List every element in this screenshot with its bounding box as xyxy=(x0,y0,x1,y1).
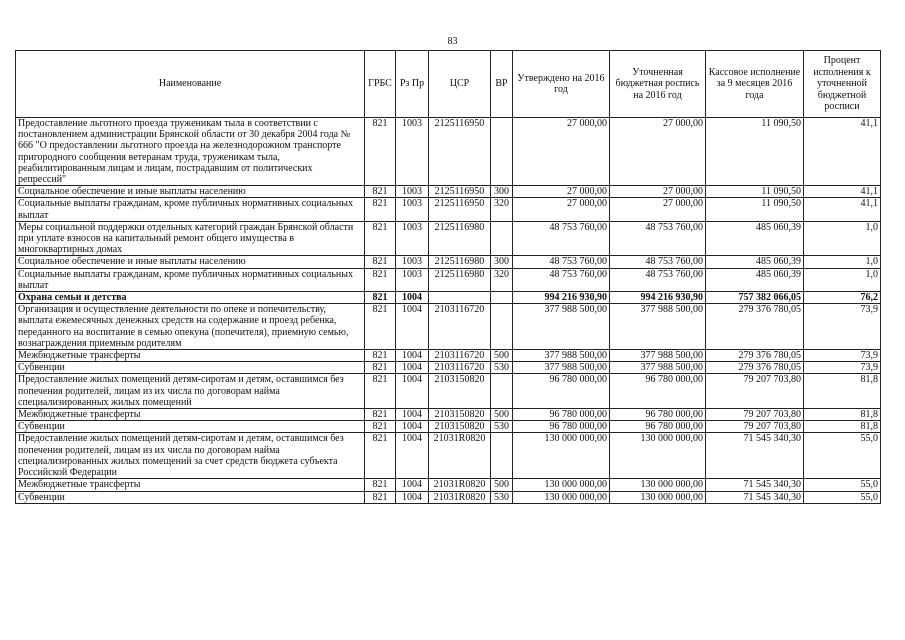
cell-percent: 73,9 xyxy=(804,304,881,350)
header-name: Наименование xyxy=(16,51,365,118)
cell-csr: 21031R0820 xyxy=(429,479,491,491)
cell-approved: 27 000,00 xyxy=(513,186,610,198)
cell-specified: 48 753 760,00 xyxy=(610,256,706,268)
cell-vr: 300 xyxy=(491,256,513,268)
cell-percent: 76,2 xyxy=(804,292,881,304)
cell-vr: 300 xyxy=(491,186,513,198)
cell-percent: 41,1 xyxy=(804,198,881,221)
cell-name: Межбюджетные трансферты xyxy=(16,479,365,491)
cell-rzpr: 1004 xyxy=(396,421,429,433)
cell-rzpr: 1003 xyxy=(396,221,429,256)
cell-vr xyxy=(491,292,513,304)
cell-csr: 2103116720 xyxy=(429,362,491,374)
cell-grbs: 821 xyxy=(365,350,396,362)
header-grbs: ГРБС xyxy=(365,51,396,118)
table-row xyxy=(16,256,881,268)
cell-csr: 2125116980 xyxy=(429,268,491,291)
cell-grbs: 821 xyxy=(365,491,396,503)
table-row xyxy=(16,221,881,256)
cell-vr: 530 xyxy=(491,491,513,503)
cell-vr: 500 xyxy=(491,350,513,362)
cell-name: Социальные выплаты гражданам, кроме публичных нормативных социальных выплат xyxy=(16,268,365,291)
table-row xyxy=(16,374,881,409)
cell-name: Социальное обеспечение и иные выплаты населению xyxy=(16,256,365,268)
table-row xyxy=(16,421,881,433)
cell-approved: 48 753 760,00 xyxy=(513,221,610,256)
page-number: 83 xyxy=(447,36,458,47)
cell-grbs: 821 xyxy=(365,256,396,268)
cell-cash: 11 090,50 xyxy=(706,118,804,186)
cell-cash: 485 060,39 xyxy=(706,256,804,268)
cell-rzpr: 1003 xyxy=(396,198,429,221)
table-row xyxy=(16,409,881,421)
cell-name: Организация и осуществление деятельности по опеке и попечительству, выплата ежемесячных денежных средств на содержание и проезд ребенка, переданного на воспитание в семью опекуна (попечителя), приемную семью, вознаграждения приемным родителям xyxy=(16,304,365,350)
cell-cash: 279 376 780,05 xyxy=(706,350,804,362)
cell-rzpr: 1004 xyxy=(396,362,429,374)
cell-cash: 757 382 066,05 xyxy=(706,292,804,304)
cell-percent: 55,0 xyxy=(804,433,881,479)
cell-specified: 377 988 500,00 xyxy=(610,362,706,374)
cell-cash: 79 207 703,80 xyxy=(706,374,804,409)
cell-csr: 2125116950 xyxy=(429,118,491,186)
cell-rzpr: 1004 xyxy=(396,433,429,479)
cell-approved: 48 753 760,00 xyxy=(513,268,610,291)
cell-percent: 1,0 xyxy=(804,221,881,256)
cell-csr: 2125116950 xyxy=(429,186,491,198)
cell-approved: 48 753 760,00 xyxy=(513,256,610,268)
cell-name: Предоставление жилых помещений детям-сиротам и детям, оставшимся без попечения родителей, лицам из их числа по договорам найма специализированных жилых помещений за счет средств бюджета субъекта Российской Федерации xyxy=(16,433,365,479)
cell-csr: 21031R0820 xyxy=(429,491,491,503)
cell-vr: 320 xyxy=(491,268,513,291)
cell-grbs: 821 xyxy=(365,421,396,433)
header-rzpr: Рз Пр xyxy=(396,51,429,118)
cell-percent: 55,0 xyxy=(804,491,881,503)
cell-vr xyxy=(491,304,513,350)
cell-cash: 485 060,39 xyxy=(706,221,804,256)
cell-approved: 994 216 930,90 xyxy=(513,292,610,304)
cell-specified: 130 000 000,00 xyxy=(610,433,706,479)
cell-grbs: 821 xyxy=(365,268,396,291)
cell-specified: 377 988 500,00 xyxy=(610,304,706,350)
cell-grbs: 821 xyxy=(365,433,396,479)
cell-rzpr: 1004 xyxy=(396,479,429,491)
cell-approved: 130 000 000,00 xyxy=(513,433,610,479)
cell-grbs: 821 xyxy=(365,186,396,198)
cell-specified: 27 000,00 xyxy=(610,198,706,221)
budget-execution-table xyxy=(15,50,881,504)
cell-rzpr: 1004 xyxy=(396,491,429,503)
cell-specified: 27 000,00 xyxy=(610,186,706,198)
cell-specified: 27 000,00 xyxy=(610,118,706,186)
cell-vr xyxy=(491,433,513,479)
cell-rzpr: 1003 xyxy=(396,256,429,268)
cell-name: Межбюджетные трансферты xyxy=(16,409,365,421)
cell-specified: 377 988 500,00 xyxy=(610,350,706,362)
cell-percent: 41,1 xyxy=(804,118,881,186)
cell-cash: 71 545 340,30 xyxy=(706,491,804,503)
cell-percent: 55,0 xyxy=(804,479,881,491)
cell-name: Предоставление жилых помещений детям-сиротам и детям, оставшимся без попечения родителей, лицам из их числа по договорам найма специализированных жилых помещений xyxy=(16,374,365,409)
cell-csr xyxy=(429,292,491,304)
cell-percent: 1,0 xyxy=(804,256,881,268)
cell-percent: 81,8 xyxy=(804,374,881,409)
cell-approved: 27 000,00 xyxy=(513,198,610,221)
table-row xyxy=(16,292,881,304)
table-row xyxy=(16,118,881,186)
cell-name: Субвенции xyxy=(16,491,365,503)
cell-cash: 11 090,50 xyxy=(706,198,804,221)
cell-cash: 485 060,39 xyxy=(706,268,804,291)
cell-cash: 279 376 780,05 xyxy=(706,362,804,374)
cell-specified: 48 753 760,00 xyxy=(610,268,706,291)
cell-cash: 71 545 340,30 xyxy=(706,433,804,479)
cell-name: Межбюджетные трансферты xyxy=(16,350,365,362)
cell-cash: 279 376 780,05 xyxy=(706,304,804,350)
cell-approved: 130 000 000,00 xyxy=(513,491,610,503)
cell-csr: 2103116720 xyxy=(429,350,491,362)
cell-approved: 130 000 000,00 xyxy=(513,479,610,491)
cell-percent: 81,8 xyxy=(804,421,881,433)
table-row xyxy=(16,198,881,221)
cell-csr: 2103150820 xyxy=(429,409,491,421)
cell-percent: 73,9 xyxy=(804,350,881,362)
table-row xyxy=(16,350,881,362)
cell-approved: 96 780 000,00 xyxy=(513,409,610,421)
cell-cash: 11 090,50 xyxy=(706,186,804,198)
cell-csr: 2103150820 xyxy=(429,421,491,433)
cell-rzpr: 1004 xyxy=(396,304,429,350)
cell-approved: 27 000,00 xyxy=(513,118,610,186)
cell-grbs: 821 xyxy=(365,362,396,374)
cell-specified: 130 000 000,00 xyxy=(610,491,706,503)
cell-rzpr: 1004 xyxy=(396,409,429,421)
cell-vr xyxy=(491,374,513,409)
cell-cash: 79 207 703,80 xyxy=(706,421,804,433)
cell-percent: 81,8 xyxy=(804,409,881,421)
cell-csr: 21031R0820 xyxy=(429,433,491,479)
cell-grbs: 821 xyxy=(365,479,396,491)
cell-vr xyxy=(491,221,513,256)
cell-csr: 2125116950 xyxy=(429,198,491,221)
cell-csr: 2125116980 xyxy=(429,221,491,256)
table-row xyxy=(16,433,881,479)
cell-rzpr: 1003 xyxy=(396,186,429,198)
table-row xyxy=(16,491,881,503)
cell-rzpr: 1003 xyxy=(396,118,429,186)
table-row xyxy=(16,304,881,350)
cell-grbs: 821 xyxy=(365,374,396,409)
cell-name: Субвенции xyxy=(16,362,365,374)
cell-csr: 2103116720 xyxy=(429,304,491,350)
cell-percent: 41,1 xyxy=(804,186,881,198)
table-header-row xyxy=(16,51,881,118)
cell-name: Меры социальной поддержки отдельных категорий граждан Брянской области при уплате взносов на капитальный ремонт общего имущества в многоквартирных домах xyxy=(16,221,365,256)
cell-csr: 2125116980 xyxy=(429,256,491,268)
table-row xyxy=(16,362,881,374)
cell-grbs: 821 xyxy=(365,292,396,304)
header-cash: Кассовое исполнение за 9 месяцев 2016 года xyxy=(706,51,804,118)
cell-grbs: 821 xyxy=(365,409,396,421)
cell-grbs: 821 xyxy=(365,221,396,256)
cell-grbs: 821 xyxy=(365,118,396,186)
cell-percent: 73,9 xyxy=(804,362,881,374)
cell-name: Социальные выплаты гражданам, кроме публичных нормативных социальных выплат xyxy=(16,198,365,221)
cell-approved: 377 988 500,00 xyxy=(513,304,610,350)
cell-name: Социальное обеспечение и иные выплаты населению xyxy=(16,186,365,198)
cell-specified: 96 780 000,00 xyxy=(610,374,706,409)
cell-rzpr: 1003 xyxy=(396,268,429,291)
cell-grbs: 821 xyxy=(365,304,396,350)
cell-specified: 96 780 000,00 xyxy=(610,421,706,433)
cell-cash: 71 545 340,30 xyxy=(706,479,804,491)
table-row xyxy=(16,479,881,491)
cell-approved: 96 780 000,00 xyxy=(513,421,610,433)
cell-approved: 96 780 000,00 xyxy=(513,374,610,409)
cell-approved: 377 988 500,00 xyxy=(513,350,610,362)
cell-percent: 1,0 xyxy=(804,268,881,291)
cell-specified: 994 216 930,90 xyxy=(610,292,706,304)
header-percent: Процент исполнения к уточненной бюджетной росписи xyxy=(804,51,881,118)
cell-vr xyxy=(491,118,513,186)
cell-vr: 530 xyxy=(491,421,513,433)
header-approved: Утверждено на 2016 год xyxy=(513,51,610,118)
cell-rzpr: 1004 xyxy=(396,292,429,304)
cell-name: Предоставление льготного проезда труженикам тыла в соответствии с постановлением администрации Брянской области от 30 декабря 2004 года № 666 "О предоставлении льготного проезда на железнодорожном транспорте пригородного сообщения ветеранам труда, труженикам тыла, реабилитированным лицам и лицам, пострадавшим от политических репрессий" xyxy=(16,118,365,186)
header-csr: ЦСР xyxy=(429,51,491,118)
cell-rzpr: 1004 xyxy=(396,374,429,409)
cell-rzpr: 1004 xyxy=(396,350,429,362)
cell-name: Охрана семьи и детства xyxy=(16,292,365,304)
table-row xyxy=(16,268,881,291)
cell-specified: 130 000 000,00 xyxy=(610,479,706,491)
header-vr: ВР xyxy=(491,51,513,118)
cell-specified: 96 780 000,00 xyxy=(610,409,706,421)
cell-approved: 377 988 500,00 xyxy=(513,362,610,374)
header-specified: Уточненная бюджетная роспись на 2016 год xyxy=(610,51,706,118)
cell-cash: 79 207 703,80 xyxy=(706,409,804,421)
cell-vr: 500 xyxy=(491,479,513,491)
cell-grbs: 821 xyxy=(365,198,396,221)
cell-specified: 48 753 760,00 xyxy=(610,221,706,256)
cell-name: Субвенции xyxy=(16,421,365,433)
cell-csr: 2103150820 xyxy=(429,374,491,409)
cell-vr: 500 xyxy=(491,409,513,421)
cell-vr: 320 xyxy=(491,198,513,221)
table-row xyxy=(16,186,881,198)
cell-vr: 530 xyxy=(491,362,513,374)
